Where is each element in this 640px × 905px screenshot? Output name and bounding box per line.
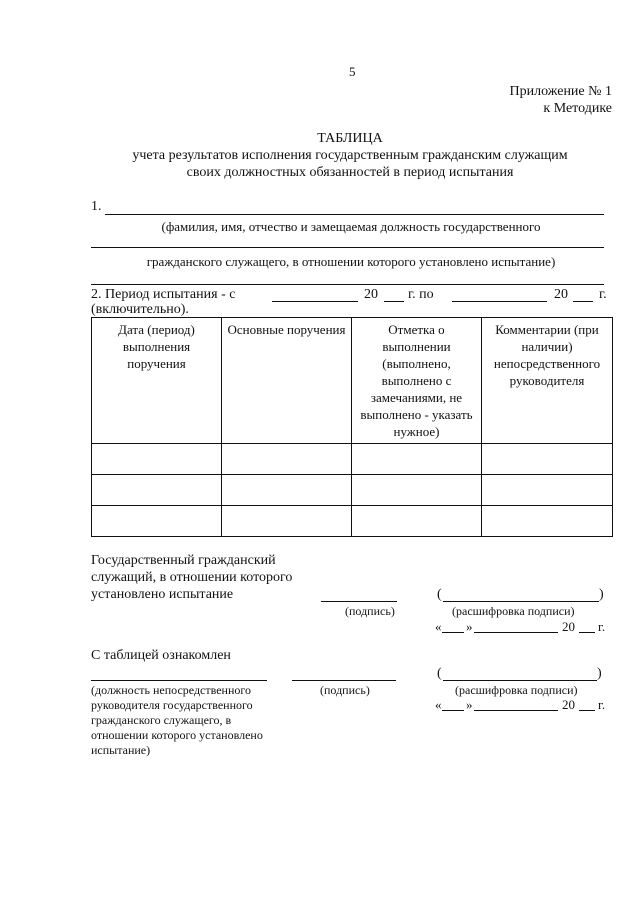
employee-name-field[interactable]: [443, 601, 599, 602]
doc-title: ТАБЛИЦА: [317, 131, 383, 146]
table-cell[interactable]: [92, 444, 222, 475]
manager-year-label: 20: [562, 697, 575, 712]
period-year1-field[interactable]: [384, 301, 404, 302]
acknowledged-heading: С таблицей ознакомлен: [91, 648, 231, 663]
table-row: [92, 475, 613, 506]
period-po: г. по: [408, 287, 434, 302]
period-inclusive: (включительно).: [91, 302, 189, 317]
date-close-quote: »: [466, 619, 473, 634]
employee-label-3: установлено испытание: [91, 587, 234, 602]
page-number: 5: [349, 64, 356, 79]
manager-position-field[interactable]: [91, 680, 267, 681]
name-caption: (фамилия, имя, отчество и замещаемая должность государственного: [161, 219, 541, 234]
doc-subtitle-2: своих должностных обязанностей в период испытания: [186, 165, 514, 180]
manager-signature-field[interactable]: [292, 680, 396, 681]
table-row: [92, 444, 613, 475]
period-label: 2. Период испытания - с: [91, 287, 236, 302]
table-cell[interactable]: [222, 506, 352, 537]
position-caption: гражданского служащего, в отношении которого установлено испытание): [146, 254, 556, 269]
manager-month-field[interactable]: [474, 710, 558, 711]
open-paren: (: [437, 666, 442, 681]
period-to-field[interactable]: [452, 301, 547, 302]
employee-g-label: г.: [598, 619, 606, 634]
position-line: [91, 247, 604, 248]
table-cell[interactable]: [352, 444, 482, 475]
table-cell[interactable]: [482, 475, 613, 506]
table-cell[interactable]: [222, 475, 352, 506]
manager-g-label: г.: [598, 697, 606, 712]
close-paren: ): [597, 666, 602, 681]
manager-caption-5: испытание): [91, 743, 151, 757]
doc-subtitle-1: учета результатов исполнения государственным гражданским служащим: [132, 148, 568, 163]
employee-label-1: Государственный гражданский: [91, 553, 276, 568]
appendix-label: Приложение № 1: [509, 84, 612, 99]
manager-caption-1: (должность непосредственного: [91, 683, 252, 697]
employee-label-2: служащий, в отношении которого: [91, 570, 293, 585]
col-header-tasks: Основные поручения: [222, 318, 352, 444]
period-year2-field[interactable]: [573, 301, 593, 302]
manager-name-caption: (расшифровка подписи): [455, 683, 578, 697]
col-header-comments: Комментарии (при наличии) непосредственного руководителя: [482, 318, 613, 444]
period-year1: 20: [364, 287, 378, 302]
date-open-quote: «: [435, 619, 442, 634]
manager-year-field[interactable]: [579, 710, 595, 711]
period-year2: 20: [554, 287, 568, 302]
table-cell[interactable]: [482, 506, 613, 537]
manager-caption-4: отношении которого установлено: [91, 728, 263, 742]
date-close-quote: »: [466, 697, 473, 712]
employee-year-label: 20: [562, 619, 575, 634]
manager-caption-3: гражданского служащего, в: [91, 713, 232, 727]
manager-day-field[interactable]: [442, 710, 464, 711]
period-g: г.: [599, 287, 607, 302]
employee-signature-field[interactable]: [321, 601, 397, 602]
name-line: [105, 214, 604, 215]
col-header-date: Дата (период) выполнения поручения: [92, 318, 222, 444]
employee-signature-caption: (подпись): [345, 604, 395, 618]
table-cell[interactable]: [352, 475, 482, 506]
section1-end-line: [91, 284, 604, 285]
manager-caption-2: руководителя государственного: [91, 698, 253, 712]
table-cell[interactable]: [482, 444, 613, 475]
date-open-quote: «: [435, 697, 442, 712]
section1-number: 1.: [91, 199, 102, 214]
col-header-mark: Отметка о выполнении (выполнено, выполнено с замечаниями, не выполнено - указать нужное): [352, 318, 482, 444]
employee-name-caption: (расшифровка подписи): [452, 604, 575, 618]
table-row: [92, 506, 613, 537]
employee-year-field[interactable]: [579, 632, 595, 633]
manager-name-field[interactable]: [443, 680, 597, 681]
employee-day-field[interactable]: [442, 632, 464, 633]
appendix-ref: к Методике: [543, 101, 612, 116]
employee-month-field[interactable]: [474, 632, 558, 633]
table-cell[interactable]: [92, 475, 222, 506]
table-cell[interactable]: [222, 444, 352, 475]
open-paren: (: [437, 587, 442, 602]
table-cell[interactable]: [92, 506, 222, 537]
manager-signature-caption: (подпись): [320, 683, 370, 697]
close-paren: ): [599, 587, 604, 602]
table-cell[interactable]: [352, 506, 482, 537]
period-from-field[interactable]: [272, 301, 358, 302]
results-table: [91, 317, 613, 537]
